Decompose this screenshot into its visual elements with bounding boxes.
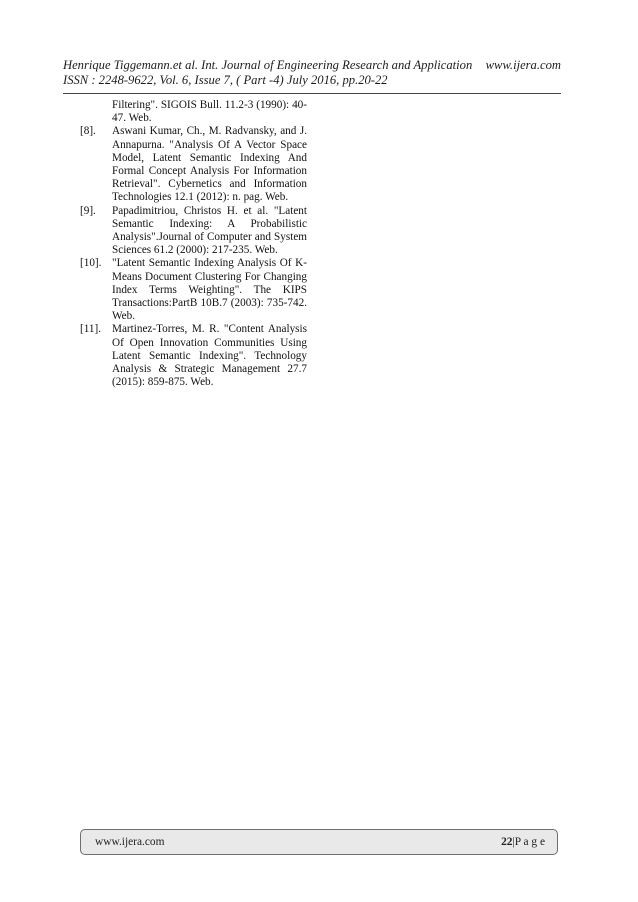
- reference-number: [9].: [80, 204, 96, 217]
- reference-text: Aswani Kumar, Ch., M. Radvansky, and J. Annapurna. "Analysis Of A Vector Space Model, Latent Semantic Indexing And Formal Concept Analysis For Information Retrieval". Cybernetics and Information Technologies 12.1 (2012): n. pag. Web.: [112, 125, 307, 204]
- reference-number: [10].: [80, 257, 102, 270]
- reference-text: "Latent Semantic Indexing Analysis Of K-Means Document Clustering For Changing Index Terms Weighting". The KIPS Transactions:PartB 10B.7 (2003): 735-742. Web.: [112, 257, 307, 323]
- header-row: [63, 58, 561, 73]
- header-website: www.ijera.com: [485, 58, 561, 72]
- reference-list: [80, 99, 307, 389]
- page-number: 22: [501, 836, 513, 848]
- reference-number: [8].: [80, 125, 96, 138]
- footer-page-label: [501, 836, 545, 848]
- running-header: [63, 58, 561, 88]
- reference-number: [11].: [80, 323, 102, 336]
- header-issn: ISSN : 2248-9622, Vol. 6, Issue 7, ( Part -4) July 2016, pp.20-22: [63, 73, 388, 87]
- header-citation: Henrique Tiggemann.et al. Int. Journal of Engineering Research and Application: [63, 58, 473, 72]
- page-suffix: |P a g e: [512, 836, 545, 848]
- reference-item: [80, 257, 307, 323]
- reference-item: [80, 323, 307, 389]
- page-footer: [80, 829, 558, 855]
- footer-website: www.ijera.com: [95, 836, 165, 848]
- header-divider: [63, 93, 561, 94]
- reference-text: Martinez-Torres, M. R. "Content Analysis Of Open Innovation Communities Using Latent Semantic Indexing". Technology Analysis & Strategic Management 27.7 (2015): 859-875. Web.: [112, 323, 307, 389]
- reference-item: [80, 99, 307, 125]
- reference-text: Filtering". SIGOIS Bull. 11.2-3 (1990): 40-47. Web.: [112, 99, 307, 125]
- reference-item: [80, 205, 307, 258]
- reference-text: Papadimitriou, Christos H. et al. "Latent Semantic Indexing: A Probabilistic Analysis".Journal of Computer and System Sciences 61.2 (2000): 217-235. Web.: [112, 204, 307, 257]
- reference-item: [80, 125, 307, 204]
